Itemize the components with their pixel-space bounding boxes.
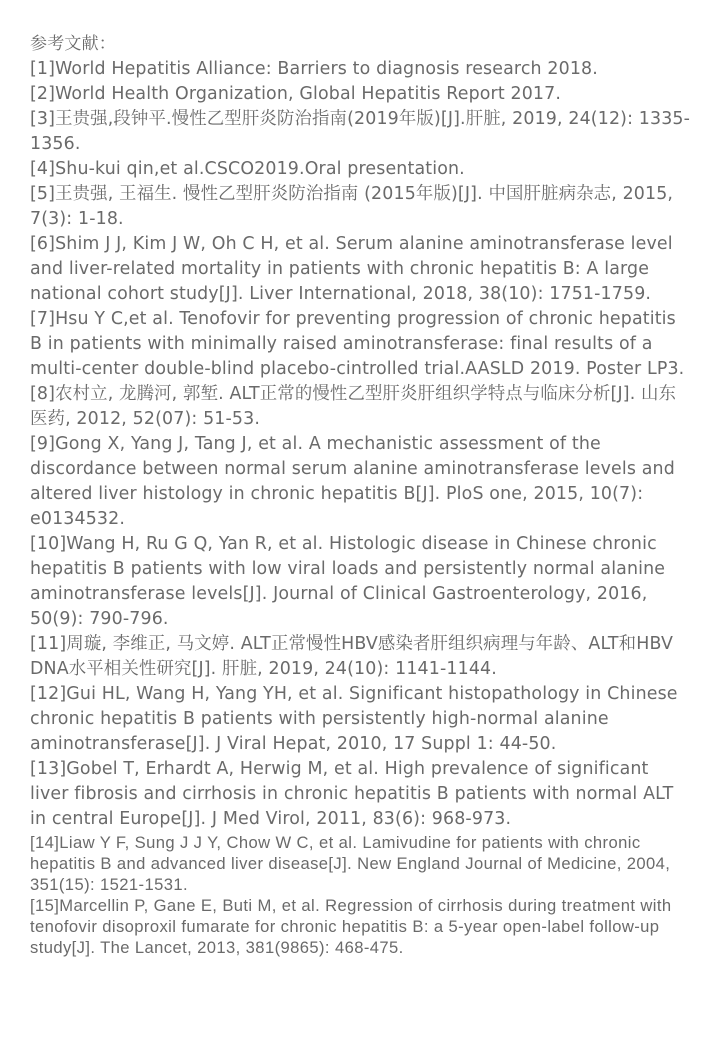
reference-item-11: [11]周璇, 李维正, 马文婷. ALT正常慢性HBV感染者肝组织病理与年龄、ALT和HBV DNA水平相关性研究[J]. 肝脏, 2019, 24(10): 1141-1144. — [30, 634, 674, 679]
reference-item-5: [5]王贵强, 王福生. 慢性乙型肝炎防治指南 (2015年版)[J]. 中国肝脏病杂志, 2015, 7(3): 1-18. — [30, 184, 674, 229]
reference-item-4: [4]Shu-kui qin,et al.CSCO2019.Oral presentation. — [30, 159, 465, 179]
reference-item-10: [10]Wang H, Ru G Q, Yan R, et al. Histologic disease in Chinese chronic hepatitis B patients with low viral loads and persistently normal alanine aminotransferase levels[J]. Journal of Clinical Gastroenterology, 2016, 50(9): 790-796. — [30, 534, 666, 629]
reference-item-3: [3]王贵强,段钟平.慢性乙型肝炎防治指南(2019年版)[J].肝脏, 2019, 24(12): 1335-1356. — [30, 109, 691, 154]
reference-item-14: [14]Liaw Y F, Sung J J Y, Chow W C, et al. Lamivudine for patients with chronic hepatitis B and advanced liver disease[J]. New England Journal of Medicine, 2004, 351(15): 1521-1531. — [30, 833, 671, 894]
reference-item-9: [9]Gong X, Yang J, Tang J, et al. A mechanistic assessment of the discordance between normal serum alanine aminotransferase levels and altered liver histology in chronic hepatitis B[J]. PloS one, 2015, 10(7): e0134532. — [30, 434, 675, 529]
reference-item-1: [1]World Hepatitis Alliance: Barriers to diagnosis research 2018. — [30, 59, 598, 79]
reference-item-6: [6]Shim J J, Kim J W, Oh C H, et al. Serum alanine aminotransferase level and liver-related mortality in patients with chronic hepatitis B: A large national cohort study[J]. Liver International, 2018, 38(10): 1751-1759. — [30, 234, 673, 304]
references-section — [30, 32, 692, 958]
reference-item-15: [15]Marcellin P, Gane E, Buti M, et al. Regression of cirrhosis during treatment with tenofovir disoproxil fumarate for chronic hepatitis B: a 5-year open-label follow-up study[J]. The Lancet, 2013, 381(9865): 468-475. — [30, 896, 672, 957]
reference-item-8: [8]农村立, 龙腾河, 郭堑. ALT正常的慢性乙型肝炎肝组织学特点与临床分析[J]. 山东医药, 2012, 52(07): 51-53. — [30, 384, 677, 429]
reference-item-2: [2]World Health Organization, Global Hepatitis Report 2017. — [30, 84, 562, 104]
reference-item-7: [7]Hsu Y C,et al. Tenofovir for preventing progression of chronic hepatitis B in patients with minimally raised aminotransferase: final results of a multi-center double-blind placebo-cintrolled trial.AASLD 2019. Poster LP3. — [30, 309, 685, 379]
reference-item-12: [12]Gui HL, Wang H, Yang YH, et al. Significant histopathology in Chinese chronic hepatitis B patients with persistently high-normal alanine aminotransferase[J]. J Viral Hepat, 2010, 17 Suppl 1: 44-50. — [30, 684, 678, 754]
references-heading: 参考文献： — [30, 34, 116, 54]
reference-item-13: [13]Gobel T, Erhardt A, Herwig M, et al. High prevalence of significant liver fibrosis and cirrhosis in chronic hepatitis B patients with normal ALT in central Europe[J]. J Med Virol, 2011, 83(6): 968-973. — [30, 759, 674, 829]
reference-list — [30, 57, 692, 958]
